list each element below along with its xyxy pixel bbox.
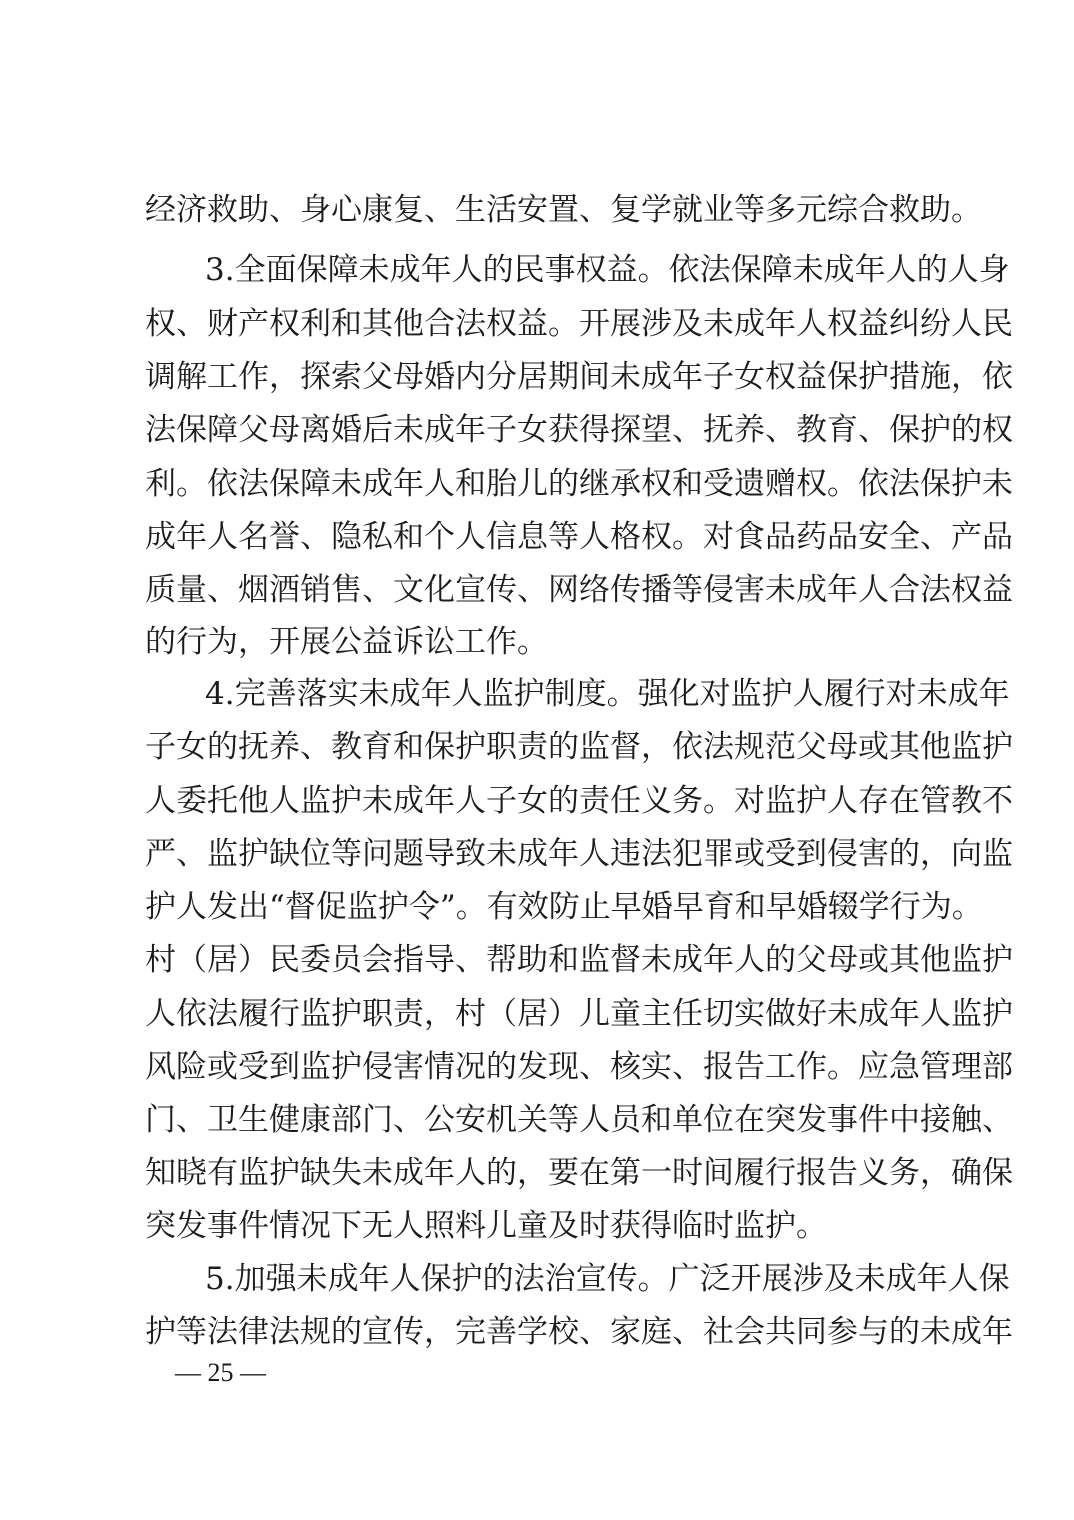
section-heading-line: 4.完善落实未成年人监护制度。强化对监护人履行对未成年 xyxy=(205,676,1010,712)
text-line: 的行为，开展公益诉讼工作。 xyxy=(145,624,548,660)
text-line: 利。依法保障未成年人和胎儿的继承权和受遗赠权。依法保护未 xyxy=(145,466,1013,502)
text-line: 人委托他人监护未成年人子女的责任义务。对监护人存在管教不 xyxy=(145,783,1013,819)
text-line: 子女的抚养、教育和保护职责的监督，依法规范父母或其他监护 xyxy=(145,729,1013,765)
text-line: 村（居）民委员会指导、帮助和监督未成年人的父母或其他监护 xyxy=(145,942,1013,978)
text-line: 护人发出“督促监护令”。有效防止早婚早育和早婚辍学行为。 xyxy=(145,889,983,925)
text-line: 权、财产权利和其他合法权益。开展涉及未成年人权益纠纷人民 xyxy=(145,306,1013,342)
section-heading-line: 3.全面保障未成年人的民事权益。依法保障未成年人的人身 xyxy=(205,252,1010,288)
text-line: 质量、烟酒销售、文化宣传、网络传播等侵害未成年人合法权益 xyxy=(145,572,1013,608)
section-heading-line: 5.加强未成年人保护的法治宣传。广泛开展涉及未成年人保 xyxy=(205,1261,1010,1297)
text-line: 门、卫生健康部门、公安机关等人员和单位在突发事件中接触、 xyxy=(145,1102,1013,1138)
page-number: — 25 — xyxy=(175,1358,266,1387)
text-line: 风险或受到监护侵害情况的发现、核实、报告工作。应急管理部 xyxy=(145,1049,1013,1085)
text-line: 调解工作，探索父母婚内分居期间未成年子女权益保护措施，依 xyxy=(145,359,1013,395)
text-line: 人依法履行监护职责，村（居）儿童主任切实做好未成年人监护 xyxy=(145,996,1013,1032)
text-line: 严、监护缺位等问题导致未成年人违法犯罪或受到侵害的，向监 xyxy=(145,836,1013,872)
text-line: 突发事件情况下无人照料儿童及时获得临时监护。 xyxy=(145,1208,827,1244)
text-line: 知晓有监护缺失未成年人的，要在第一时间履行报告义务，确保 xyxy=(145,1155,1013,1191)
text-line: 成年人名誉、隐私和个人信息等人格权。对食品药品安全、产品 xyxy=(145,519,1013,555)
text-line: 法保障父母离婚后未成年子女获得探望、抚养、教育、保护的权 xyxy=(145,412,1013,448)
text-line: 护等法律法规的宣传，完善学校、家庭、社会共同参与的未成年 xyxy=(145,1314,1013,1350)
text-line: 经济救助、身心康复、生活安置、复学就业等多元综合救助。 xyxy=(145,192,982,228)
